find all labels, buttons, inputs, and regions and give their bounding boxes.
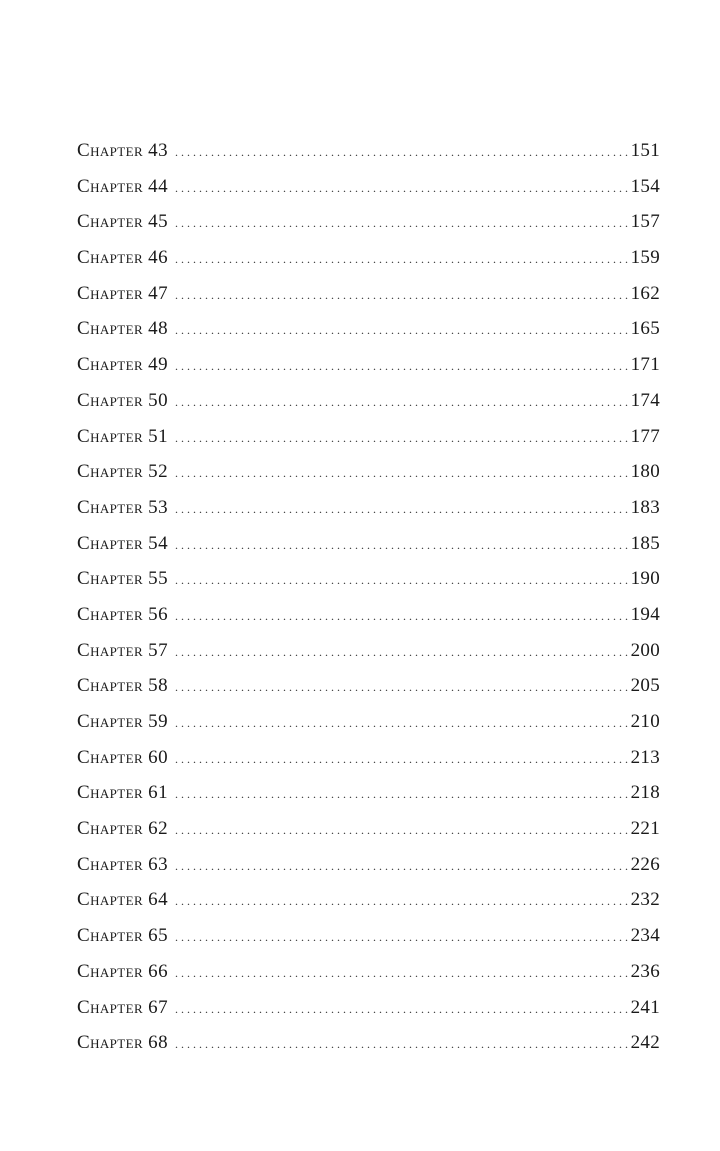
toc-chapter-title: Chapter 68 — [77, 1032, 168, 1054]
toc-chapter-title: Chapter 66 — [77, 960, 168, 982]
toc-chapter-title: Chapter 56 — [77, 603, 168, 625]
toc-entry[interactable] — [77, 419, 660, 455]
toc-entry[interactable] — [77, 633, 660, 669]
dot-leader — [175, 599, 629, 635]
toc-page-number: 236 — [630, 960, 660, 982]
toc-chapter-title: Chapter 67 — [77, 996, 168, 1018]
toc-page-number: 154 — [630, 175, 660, 197]
dot-leader — [175, 742, 629, 778]
toc-chapter-title: Chapter 43 — [77, 140, 168, 161]
toc-chapter-title: Chapter 62 — [77, 818, 168, 840]
toc-entry[interactable] — [77, 276, 660, 312]
toc-entry[interactable] — [77, 383, 660, 419]
toc-entry[interactable] — [77, 704, 660, 740]
dot-leader — [175, 206, 629, 242]
toc-page-number: 205 — [630, 675, 660, 697]
toc-entry[interactable] — [77, 1025, 660, 1061]
toc-chapter-title: Chapter 53 — [77, 496, 168, 518]
toc-entry[interactable] — [77, 526, 660, 562]
toc-chapter-title: Chapter 52 — [77, 461, 168, 483]
toc-entry[interactable] — [77, 954, 660, 990]
dot-leader — [175, 920, 629, 956]
toc-page-number: 185 — [630, 532, 660, 554]
dot-leader — [175, 563, 629, 599]
toc-chapter-title: Chapter 46 — [77, 247, 168, 269]
toc-page-number: 159 — [630, 247, 660, 269]
toc-chapter-title: Chapter 63 — [77, 853, 168, 875]
toc-chapter-title: Chapter 57 — [77, 639, 168, 661]
dot-leader — [175, 635, 629, 671]
toc-page-number: 242 — [630, 1032, 660, 1054]
dot-leader — [175, 135, 629, 171]
dot-leader — [175, 492, 629, 528]
toc-entry[interactable] — [77, 775, 660, 811]
dot-leader — [175, 171, 629, 207]
toc-entry[interactable] — [77, 169, 660, 205]
toc-entry[interactable] — [77, 847, 660, 883]
toc-entry[interactable] — [77, 561, 660, 597]
toc-entry[interactable] — [77, 811, 660, 847]
dot-leader — [175, 956, 629, 992]
toc-chapter-title: Chapter 54 — [77, 532, 168, 554]
toc-page-number: 221 — [630, 818, 660, 840]
toc-entry[interactable] — [77, 454, 660, 490]
toc-page-number: 210 — [630, 711, 660, 732]
toc-page-number: 183 — [630, 496, 660, 518]
toc-page-number: 171 — [630, 354, 660, 376]
toc-entry[interactable] — [77, 133, 660, 169]
toc-page-number: 162 — [630, 282, 660, 304]
toc-page-number: 232 — [630, 889, 660, 911]
toc-page-number: 194 — [630, 603, 660, 625]
toc-page-number: 180 — [630, 461, 660, 483]
toc-entry[interactable] — [77, 990, 660, 1026]
toc-chapter-title: Chapter 65 — [77, 925, 168, 947]
toc-entry[interactable] — [77, 204, 660, 240]
toc-entry[interactable] — [77, 311, 660, 347]
toc-entry[interactable] — [77, 490, 660, 526]
toc-chapter-title: Chapter 49 — [77, 354, 168, 376]
toc-entry[interactable] — [77, 347, 660, 383]
toc-page-number: 177 — [630, 425, 660, 447]
dot-leader — [175, 528, 629, 564]
toc-entry[interactable] — [77, 918, 660, 954]
dot-leader — [175, 670, 629, 706]
dot-leader — [175, 813, 629, 849]
dot-leader — [175, 385, 629, 421]
toc-page-number: 200 — [630, 639, 660, 661]
toc-page-number: 241 — [630, 996, 660, 1018]
dot-leader — [175, 884, 629, 920]
dot-leader — [175, 421, 629, 457]
toc-chapter-title: Chapter 58 — [77, 675, 168, 697]
toc-chapter-title: Chapter 64 — [77, 889, 168, 911]
toc-entry[interactable] — [77, 597, 660, 633]
dot-leader — [175, 706, 629, 742]
toc-chapter-title: Chapter 51 — [77, 425, 168, 447]
toc-page-number: 165 — [630, 318, 660, 340]
toc-page-number: 157 — [630, 211, 660, 233]
toc-page-number: 213 — [630, 746, 660, 768]
toc-chapter-title: Chapter 45 — [77, 211, 168, 233]
toc-page-number: 151 — [630, 140, 660, 161]
dot-leader — [175, 1027, 629, 1063]
toc-entry[interactable] — [77, 240, 660, 276]
toc-chapter-title: Chapter 59 — [77, 711, 168, 732]
toc-page-number: 190 — [630, 568, 660, 590]
dot-leader — [175, 278, 629, 314]
dot-leader — [175, 456, 629, 492]
toc-chapter-title: Chapter 60 — [77, 746, 168, 768]
toc-page-number: 226 — [630, 853, 660, 875]
dot-leader — [175, 349, 629, 385]
dot-leader — [175, 849, 629, 885]
toc-page-number: 174 — [630, 389, 660, 411]
toc-chapter-title: Chapter 55 — [77, 568, 168, 590]
toc-chapter-title: Chapter 61 — [77, 782, 168, 804]
toc-chapter-title: Chapter 50 — [77, 389, 168, 411]
dot-leader — [175, 777, 629, 813]
toc-entry[interactable] — [77, 740, 660, 776]
dot-leader — [175, 242, 629, 278]
toc-entry[interactable] — [77, 882, 660, 918]
toc-entry[interactable] — [77, 668, 660, 704]
toc-chapter-title: Chapter 48 — [77, 318, 168, 340]
dot-leader — [175, 992, 629, 1028]
dot-leader — [175, 313, 629, 349]
toc-page-number: 218 — [630, 782, 660, 804]
toc-chapter-title: Chapter 47 — [77, 282, 168, 304]
toc-page-number: 234 — [630, 925, 660, 947]
toc-chapter-title: Chapter 44 — [77, 175, 168, 197]
table-of-contents — [77, 133, 660, 1061]
